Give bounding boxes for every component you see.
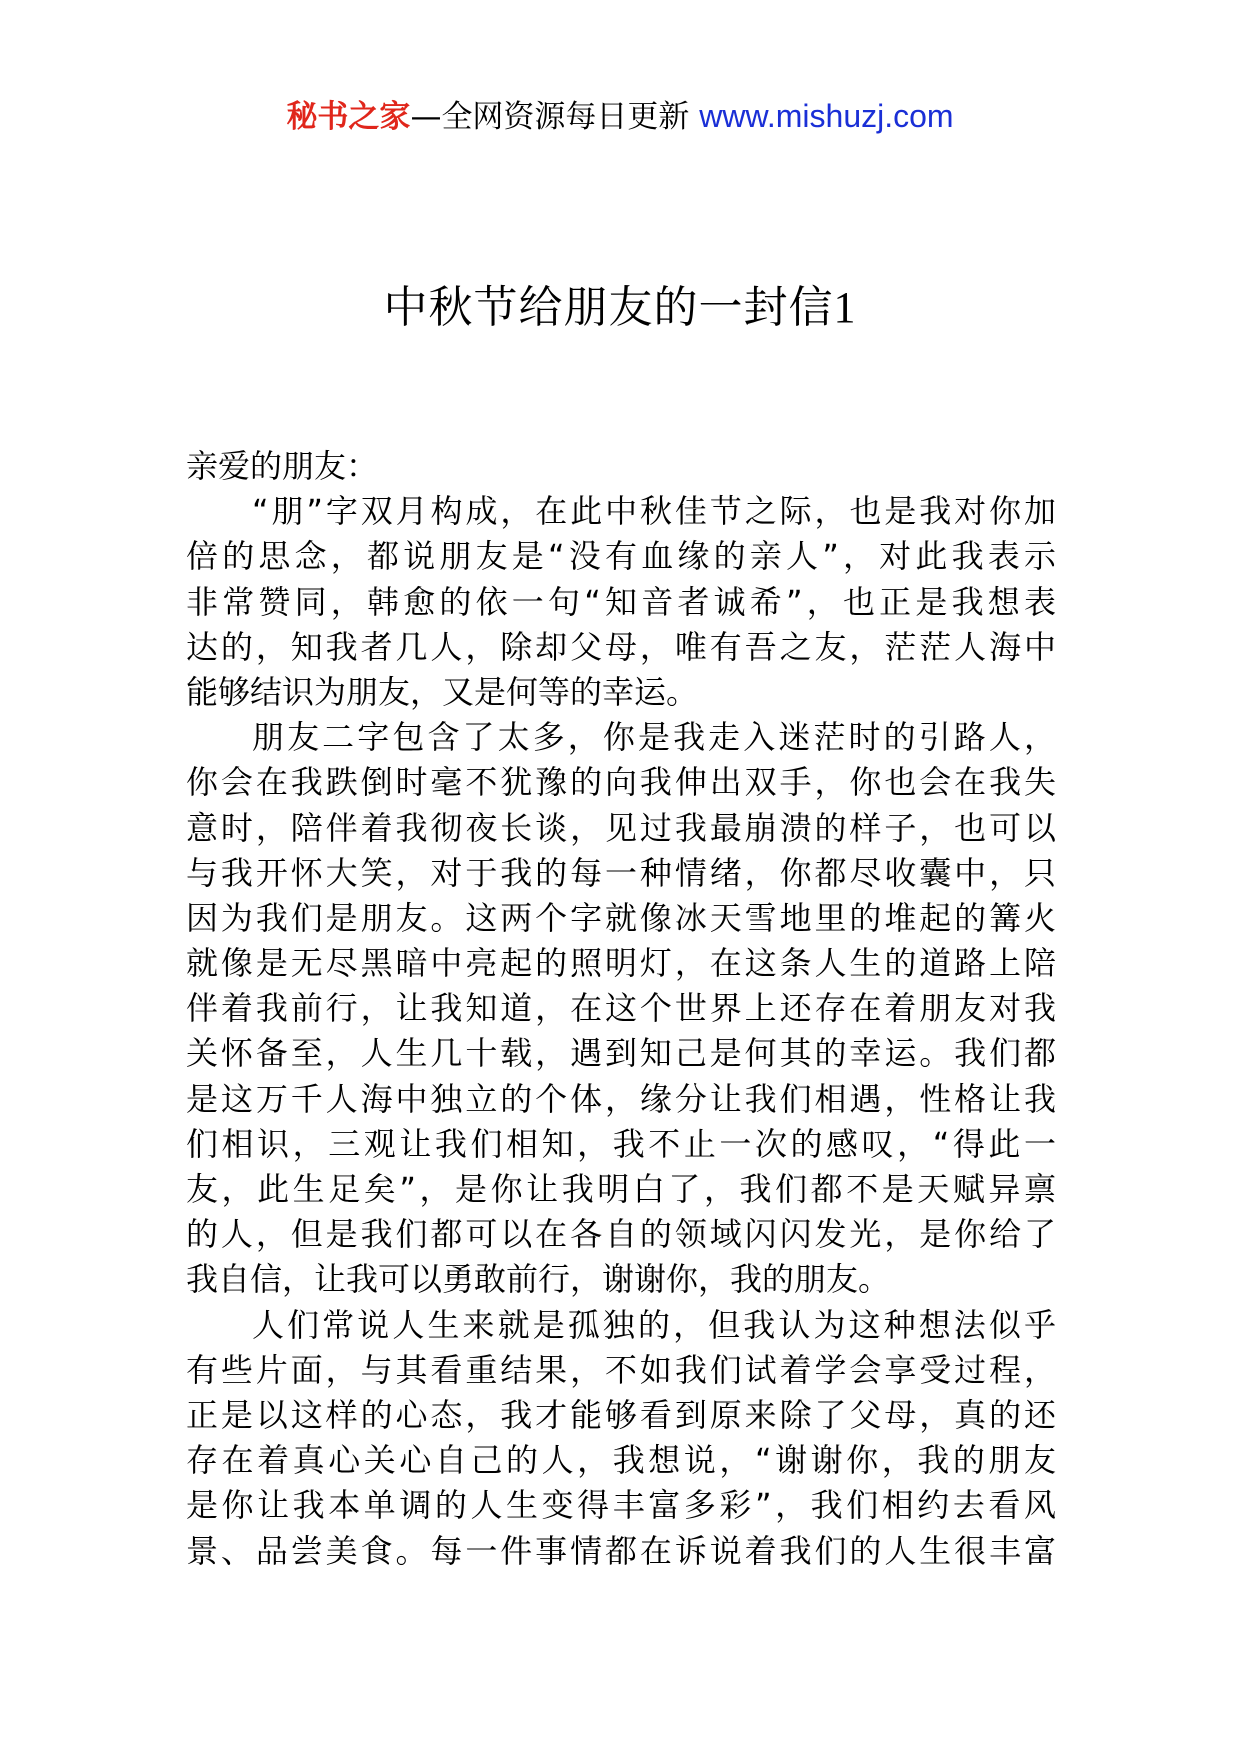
text-line: 正是以这样的心态，我才能够看到原来除了父母，真的还 bbox=[186, 1395, 1056, 1434]
site-tagline: —全网资源每日更新 bbox=[410, 99, 700, 135]
letter-body bbox=[186, 444, 1056, 1574]
text-line: 因为我们是朋友。这两个字就像冰天雪地里的堆起的篝火 bbox=[186, 898, 1056, 937]
document-title-number: 1 bbox=[833, 283, 857, 332]
text-line: 我自信，让我可以勇敢前行，谢谢你，我的朋友。 bbox=[186, 1260, 891, 1299]
text-line: 能够结识为朋友，又是何等的幸运。 bbox=[186, 672, 699, 711]
text-line: 存在着真心关心自己的人，我想说，“谢谢你，我的朋友 bbox=[186, 1441, 1056, 1480]
text-line: 是你让我本单调的人生变得丰富多彩”，我们相约去看风 bbox=[186, 1486, 1056, 1525]
text-line: 们相识，三观让我们相知，我不止一次的感叹，“得此一 bbox=[186, 1124, 1056, 1163]
text-line: 就像是无尽黑暗中亮起的照明灯，在这条人生的道路上陪 bbox=[186, 944, 1056, 983]
salutation: 亲爱的朋友： bbox=[186, 447, 379, 485]
text-line: 关怀备至，人生几十载，遇到知己是何其的幸运。我们都 bbox=[186, 1034, 1056, 1073]
text-line: 人们常说人生来就是孤独的，但我认为这种想法似乎 bbox=[252, 1305, 1056, 1344]
text-line: “朋”字双月构成，在此中秋佳节之际，也是我对你加 bbox=[252, 492, 1056, 531]
text-line: 朋友二字包含了太多，你是我走入迷茫时的引路人， bbox=[252, 718, 1056, 757]
text-line: 非常赞同，韩愈的依一句“知音者诚希”，也正是我想表 bbox=[186, 582, 1056, 621]
text-line: 意时，陪伴着我彻夜长谈，见过我最崩溃的样子，也可以 bbox=[186, 808, 1056, 847]
text-line: 是这万千人海中独立的个体，缘分让我们相遇，性格让我 bbox=[186, 1079, 1056, 1118]
site-url-link[interactable]: www.mishuzj.com bbox=[699, 98, 954, 134]
document-title-text: 中秋节给朋友的一封信 bbox=[383, 282, 834, 333]
text-line: 倍的思念，都说朋友是“没有血缘的亲人”，对此我表示 bbox=[186, 537, 1056, 576]
text-line: 景、品尝美食。每一件事情都在诉说着我们的人生很丰富 bbox=[186, 1531, 1056, 1570]
text-line: 与我开怀大笑，对于我的每一种情绪，你都尽收囊中，只 bbox=[186, 853, 1056, 892]
text-line: 的人，但是我们都可以在各自的领域闪闪发光，是你给了 bbox=[186, 1215, 1056, 1254]
text-line: 你会在我跌倒时毫不犹豫的向我伸出双手，你也会在我失 bbox=[186, 763, 1056, 802]
document-title bbox=[0, 280, 1240, 336]
text-line: 达的，知我者几人，除却父母，唯有吾之友，茫茫人海中 bbox=[186, 627, 1056, 666]
text-line: 伴着我前行，让我知道，在这个世界上还存在着朋友对我 bbox=[186, 989, 1056, 1028]
text-line: 有些片面，与其看重结果，不如我们试着学会享受过程， bbox=[186, 1350, 1056, 1389]
text-line: 友，此生足矣”，是你让我明白了，我们都不是天赋异禀 bbox=[186, 1170, 1056, 1208]
site-brand: 秘书之家 bbox=[286, 99, 411, 135]
site-header bbox=[0, 96, 1240, 137]
